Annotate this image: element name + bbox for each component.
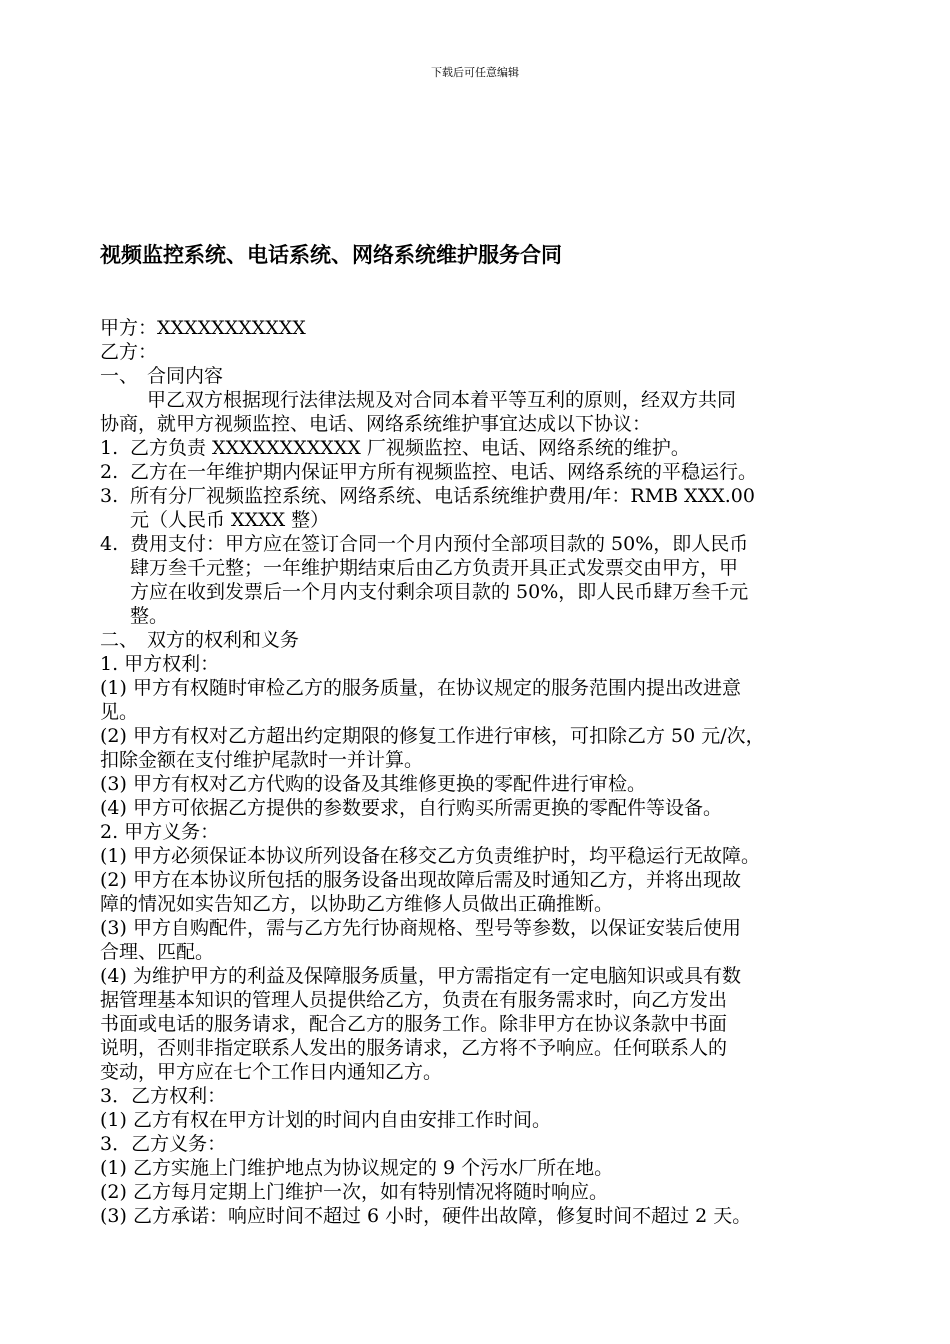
document-body [100, 316, 855, 1228]
list-number: 4. [100, 533, 119, 555]
line-text: (4) 为维护甲方的利益及保障服务质量，甲方需指定有一定电脑知识或具有数 [100, 965, 741, 987]
line-text: 扣除金额在支付维护尾款时一并计算。 [100, 749, 424, 771]
document-title: 视频监控系统、电话系统、网络系统维护服务合同 [100, 242, 562, 267]
line-text: 合理、匹配。 [100, 941, 215, 963]
document-line [100, 652, 855, 676]
document-line [100, 724, 855, 748]
line-text: 据管理基本知识的管理人员提供给乙方，负责在有服务需求时，向乙方发出 [100, 989, 728, 1011]
line-text: 见。 [100, 701, 139, 723]
line-text: (1) 甲方有权随时审检乙方的服务质量，在协议规定的服务范围内提出改进意 [100, 677, 741, 699]
document-line [100, 316, 855, 340]
document-line [100, 820, 855, 844]
document-line [100, 484, 855, 508]
line-text: (1) 乙方实施上门维护地点为协议规定的 9 个污水厂所在地。 [100, 1157, 614, 1179]
document-line [100, 1084, 855, 1108]
document-line [100, 1156, 855, 1180]
line-text: (1) 甲方必须保证本协议所列设备在移交乙方负责维护时，均平稳运行无故障。 [100, 845, 760, 867]
line-text: 变动，甲方应在七个工作日内通知乙方。 [100, 1061, 443, 1083]
line-text: 1. 甲方权利： [100, 653, 220, 675]
line-text: (2) 甲方在本协议所包括的服务设备出现故障后需及时通知乙方，并将出现故 [100, 869, 741, 891]
document-line [100, 364, 855, 388]
document-line [100, 916, 855, 940]
list-number: 2. [100, 461, 119, 483]
line-text: (4) 甲方可依据乙方提供的参数要求，自行购买所需更换的零配件等设备。 [100, 797, 722, 819]
line-text: 乙方在一年维护期内保证甲方所有视频监控、电话、网络系统的平稳运行。 [130, 461, 758, 483]
line-text: 费用支付：甲方应在签订合同一个月内预付全部项目款的 50%，即人民币 [130, 533, 749, 555]
line-text: 乙方： [100, 341, 158, 363]
header-note: 下载后可任意编辑 [431, 66, 519, 79]
document-line [100, 772, 855, 796]
line-text: (2) 乙方每月定期上门维护一次，如有特别情况将随时响应。 [100, 1181, 608, 1203]
line-text: 所有分厂视频监控系统、网络系统、电话系统维护费用/年：RMB XXX.00 [130, 485, 755, 507]
document-line [100, 556, 855, 580]
line-text: 整。 [130, 605, 169, 627]
document-line [100, 964, 855, 988]
document-line [100, 532, 855, 556]
line-text: 障的情况如实告知乙方，以协助乙方维修人员做出正确推断。 [100, 893, 614, 915]
line-text: 说明，否则非指定联系人发出的服务请求，乙方将不予响应。任何联系人的 [100, 1037, 728, 1059]
document-line [100, 1108, 855, 1132]
document-line [100, 412, 855, 436]
document-line [100, 604, 855, 628]
list-number: 3. [100, 485, 119, 507]
document-line [100, 580, 855, 604]
document-line [100, 1132, 855, 1156]
section-number: 一、 [100, 365, 139, 387]
document-line [100, 1180, 855, 1204]
document-line [100, 1012, 855, 1036]
line-text: 2. 甲方义务： [100, 821, 220, 843]
line-text: 方应在收到发票后一个月内支付剩余项目款的 50%，即人民币肆万叁千元 [130, 581, 749, 603]
document-line [100, 868, 855, 892]
document-line [100, 388, 855, 412]
document-line [100, 676, 855, 700]
line-text: 甲方：XXXXXXXXXXX [100, 317, 306, 339]
document-line [100, 1036, 855, 1060]
document-line [100, 988, 855, 1012]
line-text: 甲乙双方根据现行法律法规及对合同本着平等互利的原则，经双方共同 [147, 389, 737, 411]
document-line [100, 436, 855, 460]
document-line [100, 1060, 855, 1084]
document-line [100, 748, 855, 772]
line-text: 书面或电话的服务请求，配合乙方的服务工作。除非甲方在协议条款中书面 [100, 1013, 728, 1035]
line-text: 肆万叁千元整；一年维护期结束后由乙方负责开具正式发票交由甲方，甲 [130, 557, 739, 579]
line-text: 乙方负责 XXXXXXXXXXX 厂视频监控、电话、网络系统的维护。 [130, 437, 690, 459]
line-text: (3) 甲方自购配件，需与乙方先行协商规格、型号等参数，以保证安装后使用 [100, 917, 741, 939]
line-text: 协商，就甲方视频监控、电话、网络系统维护事宜达成以下协议： [100, 413, 652, 435]
document-line [100, 796, 855, 820]
line-text: 3．乙方权利： [100, 1085, 227, 1107]
section-heading: 合同内容 [147, 365, 224, 387]
section-heading: 双方的权利和义务 [147, 629, 300, 651]
line-text: 3．乙方义务： [100, 1133, 227, 1155]
line-text: (2) 甲方有权对乙方超出约定期限的修复工作进行审核，可扣除乙方 50 元/次， [100, 725, 765, 747]
document-line [100, 1204, 855, 1228]
document-line [100, 844, 855, 868]
document-line [100, 892, 855, 916]
line-text: (3) 乙方承诺：响应时间不超过 6 小时，硬件出故障，修复时间不超过 2 天。 [100, 1205, 752, 1227]
document-line [100, 700, 855, 724]
line-text: 元（人民币 XXXX 整） [130, 509, 330, 531]
document-line [100, 460, 855, 484]
document-line [100, 508, 855, 532]
section-number: 二、 [100, 629, 139, 651]
line-text: (1) 乙方有权在甲方计划的时间内自由安排工作时间。 [100, 1109, 551, 1131]
line-text: (3) 甲方有权对乙方代购的设备及其维修更换的零配件进行审检。 [100, 773, 646, 795]
list-number: 1. [100, 437, 119, 459]
document-line [100, 940, 855, 964]
document-line [100, 340, 855, 364]
document-line [100, 628, 855, 652]
